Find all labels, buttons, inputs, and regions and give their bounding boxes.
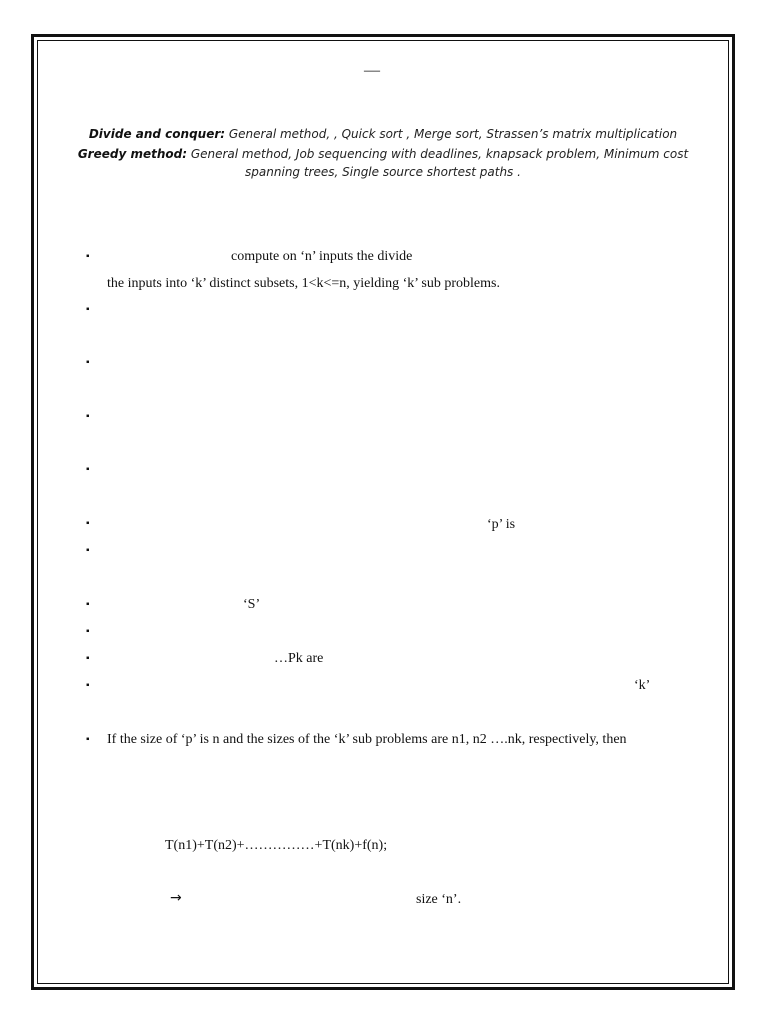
note-text: size ‘n’.	[416, 892, 462, 907]
syllabus-text-divide: General method, , Quick sort , Merge sort, Strassen’s matrix multiplication	[225, 127, 678, 141]
syllabus-divide-conquer	[70, 125, 696, 143]
bullet-2: ▪	[86, 304, 90, 315]
bullet-1-continuation: the inputs into ‘k’ distinct subsets, 1<k<=n, yielding ‘k’ sub problems.	[107, 276, 500, 291]
bullet-8-text: ‘S’	[243, 597, 261, 612]
bullet-1-text: compute on ‘n’ inputs the divide	[231, 249, 413, 264]
recurrence-formula: T(n1)+T(n2)+……………+T(nk)+f(n);	[165, 838, 388, 853]
bullet-12: ▪	[86, 734, 90, 745]
syllabus-text-greedy: General method, Job sequencing with deadlines, knapsack problem, Minimum cost spanning trees, Single source shortest paths .	[187, 147, 689, 179]
bullet-9: ▪	[86, 626, 90, 637]
bullet-10: ▪	[86, 653, 90, 664]
bullet-8: ▪	[86, 599, 90, 610]
bullet-6-text: ‘p’ is	[487, 517, 516, 532]
bullet-6: ▪	[86, 518, 90, 529]
bullet-10-text: …Pk are	[274, 651, 324, 666]
bullet-11: ▪	[86, 680, 90, 691]
header-dash: —	[364, 62, 380, 79]
bullet-1: ▪	[86, 251, 90, 262]
bullet-11-text: ‘k’	[634, 678, 651, 693]
syllabus-label-divide: Divide and conquer:	[88, 127, 226, 141]
bullet-4: ▪	[86, 411, 90, 422]
syllabus-greedy	[70, 145, 696, 181]
syllabus-label-greedy: Greedy method:	[77, 147, 188, 161]
arrow-icon: →	[170, 890, 182, 906]
bullet-5: ▪	[86, 464, 90, 475]
bullet-3: ▪	[86, 357, 90, 368]
bullet-12-text: If the size of ‘p’ is n and the sizes of the ‘k’ sub problems are n1, n2 ….nk, respectively, then	[107, 732, 627, 747]
bullet-7: ▪	[86, 545, 90, 556]
